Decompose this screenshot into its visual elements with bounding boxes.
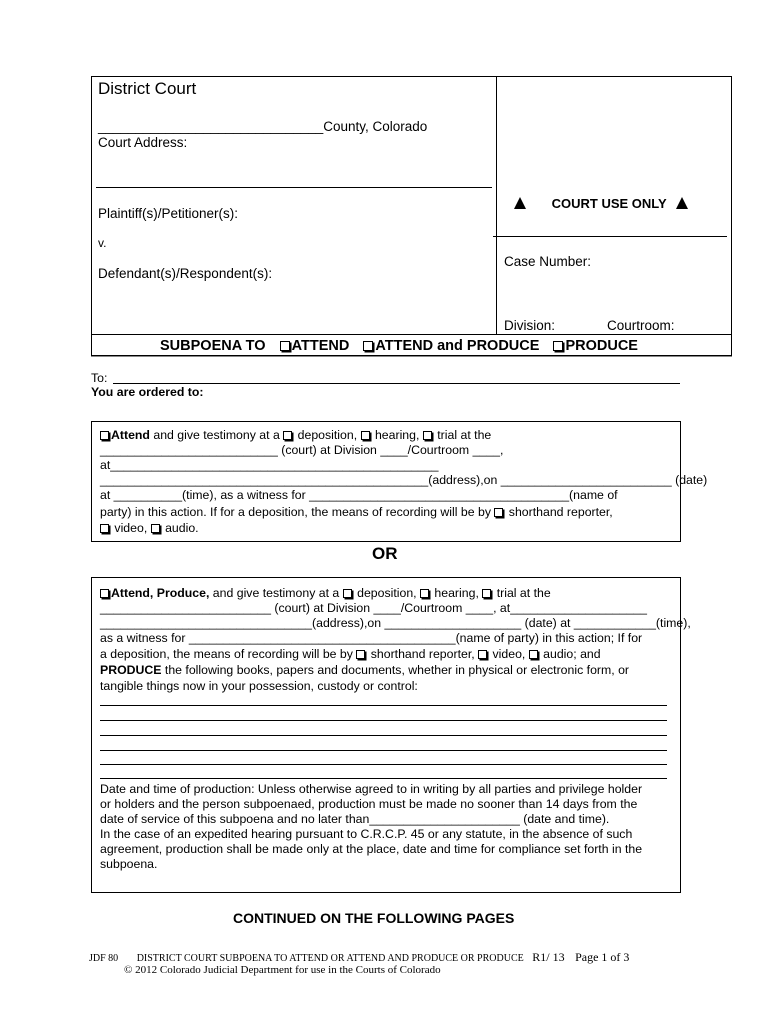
attend-line-3[interactable]: at________________________________________________ (100, 458, 439, 472)
form-title: DISTRICT COURT SUBPOENA TO ATTEND OR ATTEND AND PRODUCE OR PRODUCE (136, 953, 524, 964)
caption-bottom-rule (91, 334, 732, 335)
checkbox-shorthand-icon[interactable] (356, 650, 365, 659)
title-prefix: SUBPOENA TO (160, 338, 266, 354)
produce-items-line-1[interactable] (100, 705, 667, 706)
copyright: © 2012 Colorado Judicial Department for use in the Courts of Colorado (124, 964, 441, 976)
footer-line (89, 950, 629, 965)
checkbox-trial-icon[interactable] (423, 431, 432, 440)
title-option-attend: ATTEND (291, 338, 350, 354)
checkbox-hearing-icon[interactable] (361, 431, 370, 440)
produce-items-line-6[interactable] (100, 778, 667, 779)
attend-line-7: video, audio. (100, 521, 199, 535)
production-text-5: agreement, production shall be made only at the place, date and time for compliance set forth in the (100, 842, 643, 856)
production-text-3[interactable]: date of service of this subpoena and no later than______________________ (date and time). (100, 812, 610, 826)
title-option-attend-produce: ATTEND and PRODUCE (375, 338, 540, 354)
attend-line-2[interactable]: __________________________ (court) at Division ____/Courtroom ____, (100, 443, 504, 457)
division-label: Division: (504, 318, 556, 333)
checkbox-deposition-icon[interactable] (283, 431, 292, 440)
court-address-field[interactable] (96, 187, 492, 188)
checkbox-video-icon[interactable] (100, 524, 109, 533)
plaintiff-label: Plaintiff(s)/Petitioner(s): (98, 206, 239, 221)
attend-line-4[interactable]: ________________________________________________(address),on _________________________ (date) (100, 473, 708, 487)
produce-line-2[interactable]: _________________________ (court) at Division ____/Courtroom ____, at____________________ (100, 601, 647, 615)
checkbox-attend-icon[interactable] (100, 431, 109, 440)
produce-line-7: tangible things now in your possession, custody or control: (100, 679, 418, 693)
page-number: Page 1 of 3 (575, 950, 630, 964)
triangle-up-icon (676, 197, 688, 209)
produce-line-4[interactable]: as a witness for _______________________________________(name of party) in this action; If for (100, 631, 643, 645)
produce-items-line-4[interactable] (100, 750, 667, 751)
checkbox-video-icon[interactable] (478, 650, 487, 659)
produce-line-6: PRODUCE the following books, papers and documents, whether in physical or electronic form, or (100, 663, 630, 677)
court-use-only-label: COURT USE ONLY (551, 196, 667, 211)
produce-items-line-3[interactable] (100, 735, 667, 736)
case-number-label: Case Number: (504, 254, 592, 269)
produce-line-3[interactable]: _______________________________(address),on ____________________ (date) at ____________(time), (100, 616, 691, 630)
to-field[interactable] (113, 383, 680, 384)
checkbox-trial-icon[interactable] (482, 589, 491, 598)
checkbox-attend-produce-icon[interactable] (100, 589, 109, 598)
continued-label: CONTINUED ON THE FOLLOWING PAGES (233, 910, 515, 926)
title-option-produce: PRODUCE (565, 338, 638, 354)
or-label: OR (372, 544, 398, 563)
checkbox-deposition-icon[interactable] (343, 589, 352, 598)
subpoena-title (160, 338, 638, 354)
to-label: To: (91, 371, 108, 385)
title-rule (91, 356, 732, 357)
county-field[interactable]: ______________________________County, Colorado (98, 119, 428, 134)
produce-line-5: a deposition, the means of recording will be by shorthand reporter, video, audio; and (100, 647, 601, 661)
produce-items-line-2[interactable] (100, 720, 667, 721)
versus-label: v. (98, 236, 107, 250)
production-text-1: Date and time of production: Unless otherwise agreed to in writing by all parties and privilege holder (100, 782, 643, 796)
court-name: District Court (98, 79, 197, 98)
production-text-6: subpoena. (100, 857, 158, 871)
production-text-4: In the case of an expedited hearing pursuant to C.R.C.P. 45 or any statute, in the absence of such (100, 827, 633, 841)
courtroom-label: Courtroom: (607, 318, 675, 333)
attend-line-6: party) in this action. If for a deposition, the means of recording will be by shorthand reporter, (100, 505, 613, 519)
checkbox-audio-icon[interactable] (529, 650, 538, 659)
attend-line-5[interactable]: at __________(time), as a witness for ______________________________________(name of (100, 488, 618, 502)
production-text-2: or holders and the person subpoenaed, production must be made no sooner than 14 days from the (100, 797, 638, 811)
produce-items-line-5[interactable] (100, 764, 667, 765)
court-address-label: Court Address: (98, 135, 188, 150)
form-revision: R1/ 13 (532, 950, 565, 964)
checkbox-attend-produce-icon[interactable] (363, 341, 373, 351)
triangle-up-icon (514, 197, 526, 209)
checkbox-attend-icon[interactable] (280, 341, 290, 351)
checkbox-shorthand-icon[interactable] (494, 508, 503, 517)
checkbox-produce-icon[interactable] (553, 341, 563, 351)
court-use-only-heading (514, 196, 688, 211)
checkbox-hearing-icon[interactable] (420, 589, 429, 598)
form-id: JDF 80 (89, 953, 119, 964)
checkbox-audio-icon[interactable] (151, 524, 160, 533)
attend-line-1: Attend and give testimony at a deposition, hearing, trial at the (100, 428, 491, 442)
produce-line-1: Attend, Produce, and give testimony at a deposition, hearing, trial at the (100, 586, 551, 600)
court-use-rule (493, 236, 727, 237)
caption-divider (496, 76, 497, 335)
ordered-label: You are ordered to: (91, 385, 204, 399)
defendant-label: Defendant(s)/Respondent(s): (98, 266, 273, 281)
